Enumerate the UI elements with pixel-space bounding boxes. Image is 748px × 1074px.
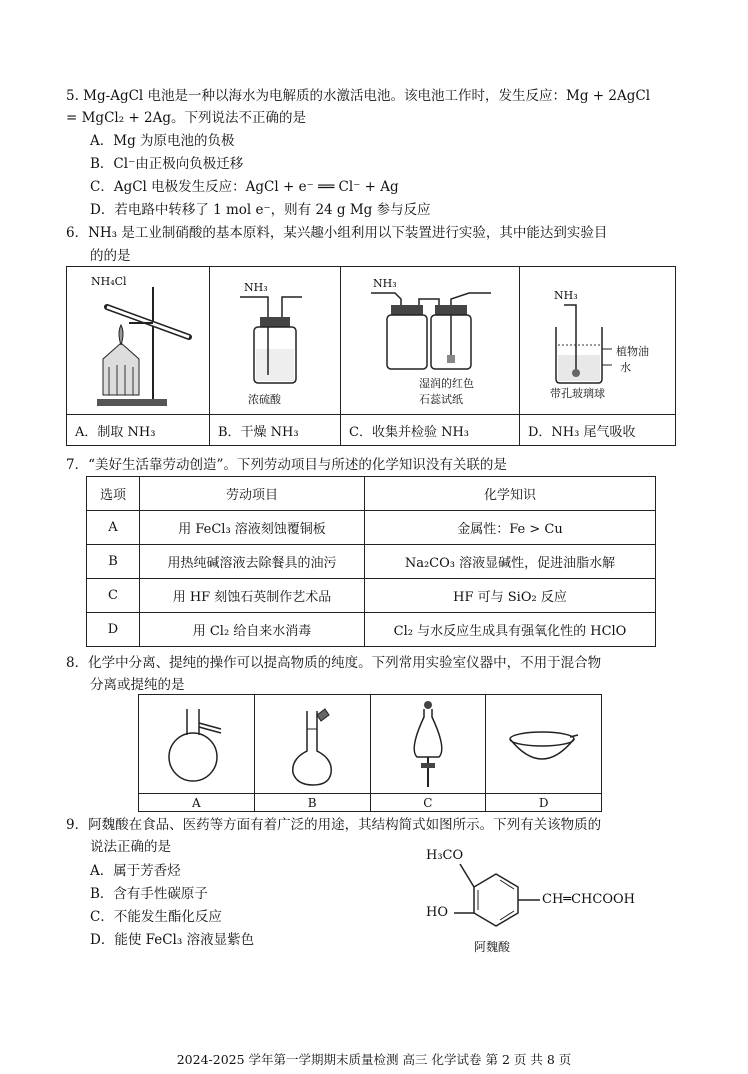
q8-caption-c: C xyxy=(370,794,486,812)
q6-apparatus-table xyxy=(66,266,676,446)
q7-row-d-labor: 用 Cl₂ 给自来水消毒 xyxy=(140,613,365,647)
structure-name: 阿魏酸 xyxy=(474,940,511,954)
q6-apparatus-a xyxy=(67,267,210,415)
volumetric-flask-icon xyxy=(255,695,369,793)
q6-d-label-top: NH₃ xyxy=(554,289,578,302)
q8-instrument-a xyxy=(139,695,255,794)
q7-row-d-knowledge: Cl₂ 与水反应生成具有强氧化性的 HClO xyxy=(365,613,656,647)
q8-caption-a: A xyxy=(139,794,255,812)
q8-stem-line2: 分离或提纯的是 xyxy=(90,677,185,693)
q5-option-d: D．若电路中转移了 1 mol e⁻，则有 24 g Mg 参与反应 xyxy=(90,202,431,218)
q7-header-labor: 劳动项目 xyxy=(140,477,365,511)
q7-row-b-option: B xyxy=(87,545,140,579)
q7-row-a-option: A xyxy=(87,511,140,545)
q6-caption-b: B．干燥 NH₃ xyxy=(210,415,341,446)
q9-option-a: A．属于芳香烃 xyxy=(90,863,181,879)
q9-option-b: B．含有手性碳原子 xyxy=(90,886,208,902)
q8-instrument-c xyxy=(370,695,486,794)
side-chain: CH═CHCOOH xyxy=(542,892,635,907)
q9-stem-line1: 9．阿魏酸在食品、医药等方面有着广泛的用途，其结构简式如图所示。下列有关该物质的 xyxy=(66,817,602,833)
q7-stem: 7．“美好生活靠劳动创造”。下列劳动项目与所述的化学知识没有关联的是 xyxy=(66,457,507,473)
q8-instrument-d xyxy=(486,695,602,794)
distillation-flask-icon xyxy=(139,695,253,793)
q7-row-b-labor: 用热纯碱溶液去除餐具的油污 xyxy=(140,545,365,579)
q7-header-knowledge: 化学知识 xyxy=(365,477,656,511)
q5-option-a: A．Mg 为原电池的负极 xyxy=(90,133,235,149)
q7-table xyxy=(86,476,656,647)
q7-row-b-knowledge: Na₂CO₃ 溶液显碱性，促进油脂水解 xyxy=(365,545,656,579)
q5-stem-line2: = MgCl₂ + 2Ag。下列说法不正确的是 xyxy=(66,110,307,126)
ferulic-acid-structure xyxy=(410,842,650,962)
flask-heating-icon xyxy=(67,267,209,414)
q5-stem-line1: 5. Mg-AgCl 电池是一种以海水为电解质的水激活电池。该电池工作时，发生反应：Mg + 2AgCl xyxy=(66,88,651,104)
q8-stem-line1: 8．化学中分离、提纯的操作可以提高物质的纯度。下列常用实验室仪器中，不用于混合物 xyxy=(66,655,602,671)
q6-apparatus-c xyxy=(341,267,520,415)
q6-caption-d: D．NH₃ 尾气吸收 xyxy=(520,415,676,446)
q9-option-d: D．能使 FeCl₃ 溶液显紫色 xyxy=(90,932,255,948)
q6-c-label-top: NH₃ xyxy=(373,277,397,290)
q5-option-b: B．Cl⁻由正极向负极迁移 xyxy=(90,156,244,172)
q6-apparatus-b xyxy=(210,267,341,415)
q6-d-label-bottom: 带孔玻璃球 xyxy=(550,387,605,400)
q5-option-c: C．AgCl 电极发生反应：AgCl + e⁻ ══ Cl⁻ + Ag xyxy=(90,179,399,195)
oh-group: HO xyxy=(426,905,448,920)
q7-row-c-option: C xyxy=(87,579,140,613)
q7-row-a-knowledge: 金属性：Fe > Cu xyxy=(365,511,656,545)
q9-option-c: C．不能发生酯化反应 xyxy=(90,909,222,925)
q7-header-option: 选项 xyxy=(87,477,140,511)
q7-row-d-option: D xyxy=(87,613,140,647)
och3-group: H₃CO xyxy=(426,848,464,863)
q6-caption-c: C．收集并检验 NH₃ xyxy=(341,415,520,446)
q7-row-c-labor: 用 HF 刻蚀石英制作艺术品 xyxy=(140,579,365,613)
q8-caption-b: B xyxy=(254,794,370,812)
q6-stem-line1: 6．NH₃ 是工业制硝酸的基本原料，某兴趣小组利用以下装置进行实验，其中能达到实验目 xyxy=(66,225,608,241)
q8-instrument-b xyxy=(254,695,370,794)
q6-caption-a: A．制取 NH₃ xyxy=(67,415,210,446)
q8-instrument-table xyxy=(138,694,602,812)
q6-a-label: NH₄Cl xyxy=(91,275,127,288)
evaporating-dish-icon xyxy=(486,695,600,793)
q6-c-label-bottom2: 石蕊试纸 xyxy=(419,393,463,406)
q6-c-label-bottom1: 湿润的红色 xyxy=(419,377,474,390)
separatory-funnel-icon xyxy=(371,695,485,793)
q6-d-label-right2: 水 xyxy=(620,361,631,374)
q7-row-c-knowledge: HF 可与 SiO₂ 反应 xyxy=(365,579,656,613)
q6-stem-line2: 的的是 xyxy=(90,248,131,264)
q6-d-label-right1: 植物油 xyxy=(616,345,649,358)
q6-b-label-top: NH₃ xyxy=(244,281,268,294)
q6-b-label-bottom: 浓硫酸 xyxy=(248,393,281,406)
q9-stem-line2: 说法正确的是 xyxy=(90,839,171,855)
q8-caption-d: D xyxy=(486,794,602,812)
page-footer: 2024-2025 学年第一学期期末质量检测 高三 化学试卷 第 2 页 共 8 页 xyxy=(176,1052,572,1067)
q6-apparatus-d xyxy=(520,267,676,415)
q7-row-a-labor: 用 FeCl₃ 溶液刻蚀覆铜板 xyxy=(140,511,365,545)
